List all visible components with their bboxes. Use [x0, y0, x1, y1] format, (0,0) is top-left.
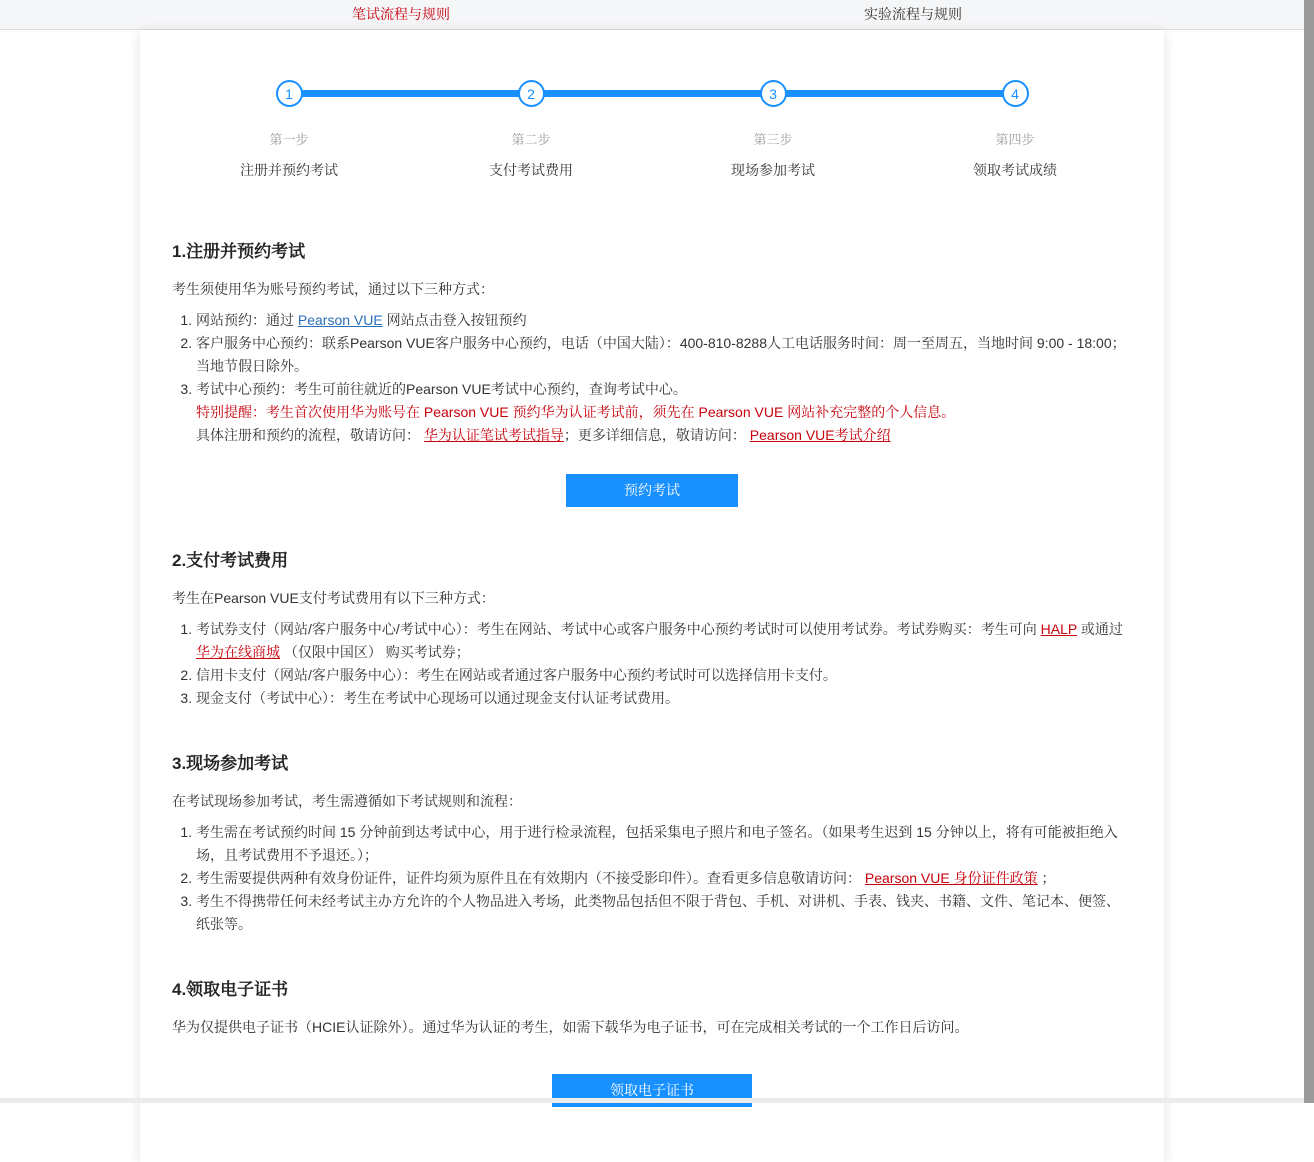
list-item	[196, 664, 1132, 687]
item-text: ；更多详细信息，敬请访问：	[563, 427, 750, 443]
step-3-name: 现场参加考试	[731, 162, 815, 178]
item-text: 考试券支付（网站/客户服务中心/考试中心）：考生在网站、考试中心或客户服务中心预约考试时可以使用考试券。考试券购买：考生可向	[196, 621, 1041, 637]
tab-lab-exam-rules[interactable]: 实验流程与规则	[864, 6, 962, 22]
vertical-scrollbar[interactable]	[1304, 0, 1314, 1103]
exam-process-stepper	[168, 80, 1136, 180]
book-exam-button[interactable]: 预约考试	[566, 474, 738, 507]
pearson-vue-link[interactable]: Pearson VUE	[297, 312, 383, 328]
section-1-heading: 1.注册并预约考试	[172, 242, 306, 261]
item-text: 考生不得携带任何未经考试主办方允许的个人物品进入考场，此类物品包括但不限于背包、手机、对讲机、手表、钱夹、书籍、文件、笔记本、便签、纸张等。	[196, 893, 1120, 932]
step-1-circle: 1	[276, 80, 303, 107]
section-3-list	[172, 821, 1132, 936]
section-2-intro: 考生在Pearson VUE支付考试费用有以下三种方式：	[172, 590, 495, 606]
item-text: 网站点击登入按钮预约	[382, 312, 527, 328]
section-3-heading: 3.现场参加考试	[172, 754, 289, 773]
content-card	[140, 30, 1164, 1162]
halp-link[interactable]: HALP	[1040, 621, 1077, 637]
section-4-heading: 4.领取电子证书	[172, 980, 289, 999]
step-3-label: 第三步	[753, 132, 793, 147]
step-4-label: 第四步	[995, 132, 1035, 147]
page-body	[0, 30, 1304, 1162]
item-text: 具体注册和预约的流程，敬请访问：	[196, 427, 424, 443]
item-text: 信用卡支付（网站/客户服务中心）：考生在网站或者通过客户服务中心预约考试时可以选择信用卡支付。	[196, 667, 837, 683]
footer-strip	[0, 1098, 1304, 1103]
list-item	[196, 332, 1132, 378]
stepper-step-4	[894, 80, 1136, 180]
item-text: 考生需在考试预约时间 15 分钟前到达考试中心，用于进行检录流程，包括采集电子照片和电子签名。（如果考生迟到 15 分钟以上，将有可能被拒绝入场，且考试费用不予退还。）；	[196, 824, 1118, 863]
item-text: ；	[1037, 870, 1056, 886]
step-2-name: 支付考试费用	[489, 162, 573, 178]
section-2-list	[172, 618, 1132, 710]
item-text: 考生需要提供两种有效身份证件，证件均须为原件且在有效期内（不接受影印件）。查看更多信息敬请访问：	[196, 870, 865, 886]
top-tab-bar	[0, 0, 1314, 30]
step-1-name: 注册并预约考试	[240, 162, 338, 178]
step-3-circle: 3	[760, 80, 787, 107]
special-reminder-text: 特别提醒：考生首次使用华为账号在 Pearson VUE 预约华为认证考试前，须先在 Pearson VUE 网站补充完整的个人信息。	[196, 404, 956, 420]
list-item	[196, 309, 1132, 332]
item-text: 考试中心预约：考生可前往就近的Pearson VUE考试中心预约，查询考试中心。	[196, 381, 687, 397]
section-3-intro: 在考试现场参加考试，考生需遵循如下考试规则和流程：	[172, 793, 522, 809]
huawei-online-store-link[interactable]: 华为在线商城	[196, 644, 280, 660]
stepper-step-3	[652, 80, 894, 180]
stepper-step-2	[410, 80, 652, 180]
item-text: 现金支付（考试中心）：考生在考试中心现场可以通过现金支付认证考试费用。	[196, 690, 679, 706]
section-1-intro: 考生须使用华为账号预约考试，通过以下三种方式：	[172, 281, 494, 297]
list-item	[196, 378, 1132, 447]
step-2-circle: 2	[518, 80, 545, 107]
pearson-vue-exam-intro-link[interactable]: Pearson VUE考试介绍	[749, 427, 891, 443]
list-item	[196, 867, 1132, 890]
item-text: （仅限中国区） 购买考试券；	[280, 644, 470, 660]
list-item	[196, 821, 1132, 867]
item-text: 客户服务中心预约：联系Pearson VUE客户服务中心预约，电话（中国大陆）：400-810-8288人工电话服务时间：周一至周五，当地时间 9:00 - 18:00；当地节假日除外。	[196, 335, 1126, 374]
guide-line	[196, 424, 1132, 447]
list-item	[196, 687, 1132, 710]
step-2-label: 第二步	[511, 132, 551, 147]
step-4-name: 领取考试成绩	[973, 162, 1057, 178]
step-4-circle: 4	[1002, 80, 1029, 107]
section-1-list	[172, 309, 1132, 447]
step-1-label: 第一步	[269, 132, 309, 147]
list-item	[196, 618, 1132, 664]
section-4-intro: 华为仅提供电子证书（HCIE认证除外）。通过华为认证的考生，如需下载华为电子证书，可在完成相关考试的一个工作日后访问。	[172, 1019, 969, 1035]
written-exam-guide-link[interactable]: 华为认证笔试考试指导	[423, 427, 564, 443]
item-text: 或通过	[1077, 621, 1123, 637]
stepper-step-1	[168, 80, 410, 180]
get-e-certificate-button[interactable]: 领取电子证书	[552, 1074, 752, 1107]
id-policy-link[interactable]: Pearson VUE 身份证件政策	[864, 870, 1038, 886]
item-text: 网站预约：通过	[196, 312, 298, 328]
tab-written-exam-rules[interactable]: 笔试流程与规则	[352, 6, 450, 22]
list-item	[196, 890, 1132, 936]
section-2-heading: 2.支付考试费用	[172, 551, 289, 570]
